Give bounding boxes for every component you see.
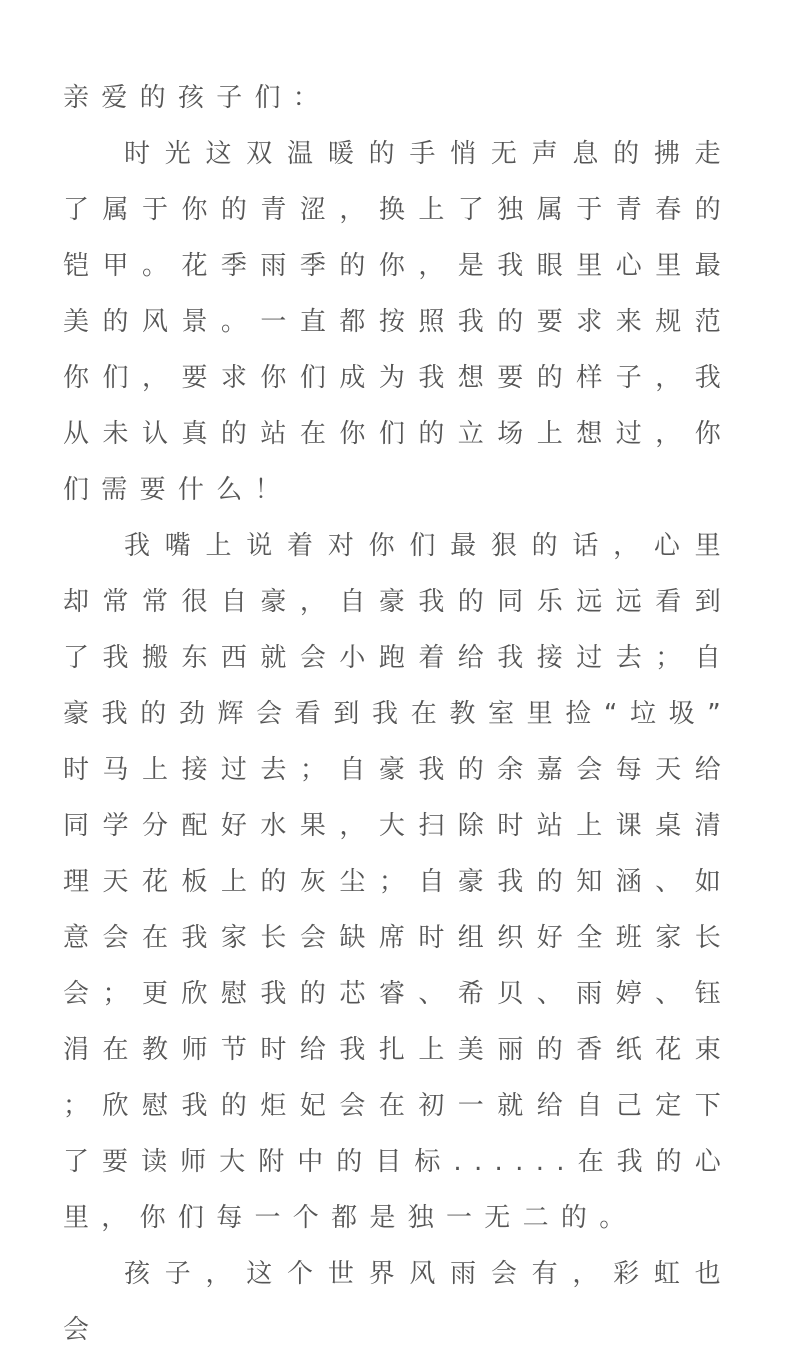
letter-paragraph-1: 时光这双温暖的手悄无声息的拂走了属于你的青涩，换上了独属于青春的铠甲。花季雨季的你，是我眼里心里最美的风景。一直都按照我的要求来规范你们，要求你们成为我想要的样子，我从未认真的站在你们的立场上想过，你们需要什么！ [63,139,733,505]
letter-body [63,70,733,1358]
letter-paragraph-2: 我嘴上说着对你们最狠的话，心里却常常很自豪，自豪我的同乐远远看到了我搬东西就会小跑着给我接过去；自豪我的劲辉会看到我在教室里捡“垃圾”时马上接过去；自豪我的余嘉会每天给同学分配好水果，大扫除时站上课桌清理天花板上的灰尘；自豪我的知涵、如意会在我家长会缺席时组织好全班家长会；更欣慰我的芯睿、希贝、雨婷、钰涓在教师节时给我扎上美丽的香纸花束；欣慰我的炬妃会在初一就给自己定下了要读师大附中的目标......在我的心里，你们每一个都是独一无二的。 [63,531,733,1233]
letter-greeting: 亲爱的孩子们： [63,83,332,113]
letter-paragraph-3: 孩子，这个世界风雨会有，彩虹也会 [63,1259,733,1345]
